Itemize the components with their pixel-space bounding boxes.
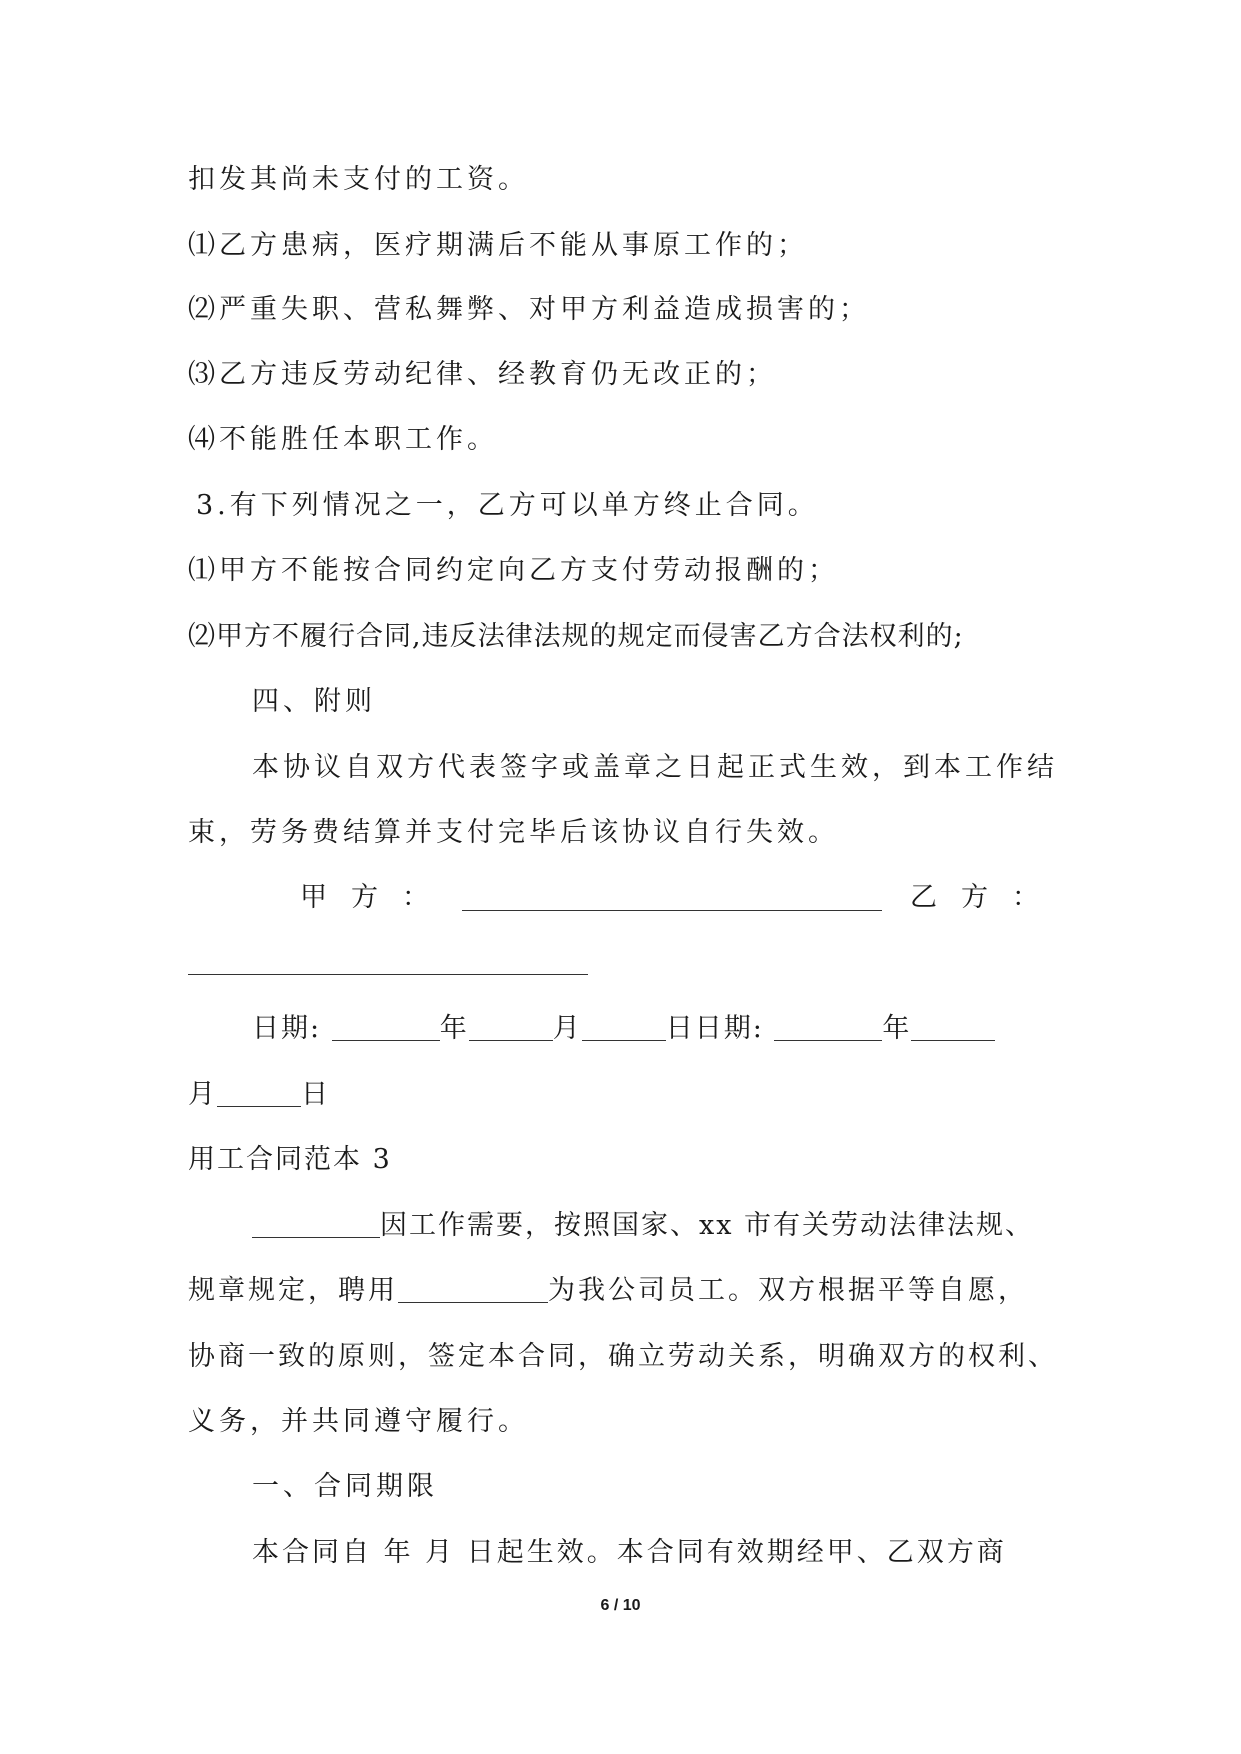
section-heading: 一、合同期限 [252,1471,438,1502]
paragraph-line: 协商一致的原则，签定本合同，确立劳动关系，明确双方的权利、 [188,1341,1058,1372]
text-line: 扣发其尚未支付的工资。 [188,164,529,195]
list-item: ⑴乙方患病，医疗期满后不能从事原工作的； [188,230,808,261]
party-b-label: 乙方： [910,882,1063,913]
day-blank [217,1080,301,1107]
year-label: 年 [439,1013,469,1044]
month-blank [469,1014,553,1041]
party-a-signature-line [462,910,882,911]
employer-blank [252,1211,380,1238]
document-title: 用工合同范本 3 [188,1144,392,1175]
year-label: 年 [882,1013,912,1044]
paragraph-text: 因工作需要，按照国家、xx 市有关劳动法律法规、 [380,1210,1035,1241]
date-row [252,1011,995,1047]
party-b-signature-line [188,974,588,975]
paragraph-text: 为我公司员工。双方根据平等自愿， [548,1275,1028,1306]
day-blank [582,1014,666,1041]
paragraph-line: 义务，并共同遵守履行。 [188,1406,529,1437]
section-heading: 四、附则 [252,686,376,717]
day-label: 日 [301,1079,330,1110]
paragraph-line: 本协议自双方代表签字或盖章之日起正式生效，到本工作结 [252,752,1058,783]
date-label: 日期: [252,1013,322,1044]
month-label: 月 [188,1079,217,1110]
employee-blank [398,1276,548,1303]
paragraph-line: 束，劳务费结算并支付完毕后该协议自行失效。 [188,817,839,848]
list-item: ⑴甲方不能按合同约定向乙方支付劳动报酬的； [188,555,839,586]
year-blank [774,1014,882,1041]
paragraph-line: 本合同自 年 月 日起生效。本合同有效期经甲、乙双方商 [252,1537,1007,1568]
day-label: 日 [665,1013,695,1044]
list-item: ⑶乙方违反劳动纪律、经教育仍无改正的； [188,359,777,390]
party-a-label: 甲方： [300,882,453,913]
paragraph-line [252,1208,1034,1244]
list-item: ⑷不能胜任本职工作。 [188,424,498,455]
date-row-continued [188,1077,330,1113]
clause-heading: 3.有下列情况之一，乙方可以单方终止合同。 [196,490,819,521]
list-item: ⑵严重失职、营私舞弊、对甲方利益造成损害的； [188,294,870,325]
paragraph-text: 规章规定，聘用 [188,1275,398,1306]
date-label: 日期: [694,1013,764,1044]
month-blank [911,1014,995,1041]
list-item: ⑵甲方不履行合同,违反法律法规的规定而侵害乙方合法权利的; [188,621,964,652]
paragraph-line [188,1273,1028,1309]
year-blank [332,1014,440,1041]
month-label: 月 [552,1013,582,1044]
page-number: 6 / 10 [600,1597,641,1614]
